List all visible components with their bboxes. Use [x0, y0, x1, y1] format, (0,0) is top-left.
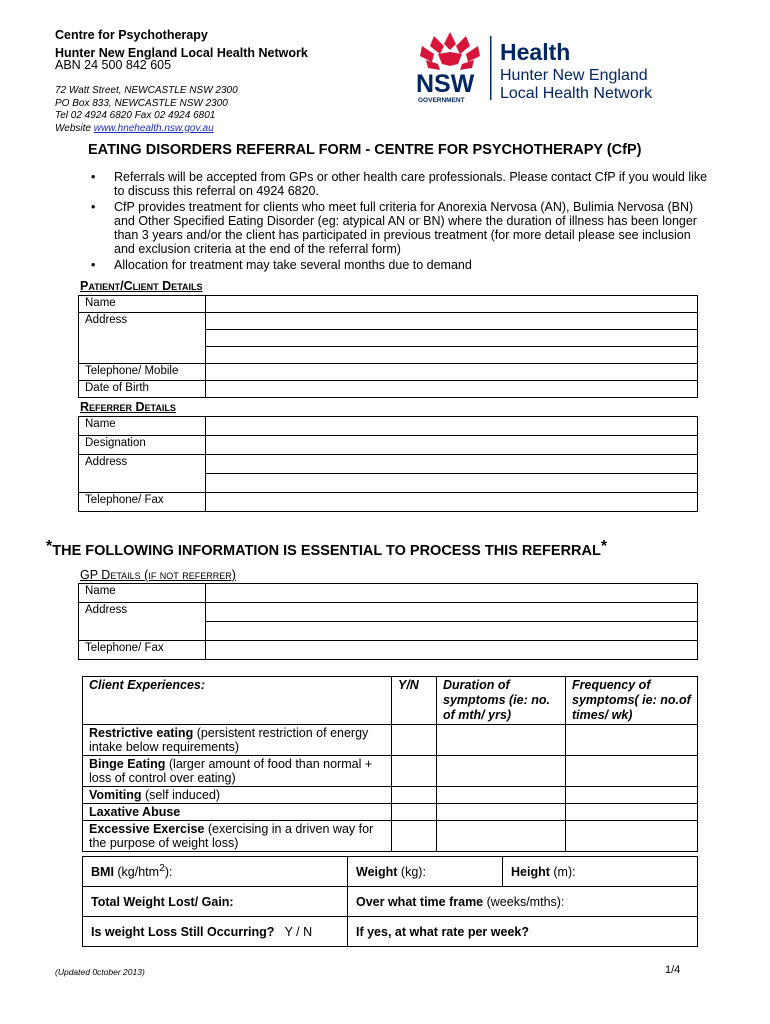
gp-address-field[interactable]: [206, 603, 698, 622]
intro-bullets: [88, 170, 708, 274]
form-title: EATING DISORDERS REFERRAL FORM - CENTRE FOR PSYCHOTHERAPY (CfP): [88, 142, 642, 158]
bullet-item: • Allocation for treatment may take several months due to demand: [88, 258, 708, 272]
organisation-name: [55, 26, 308, 62]
gp-name-label: Name: [79, 584, 206, 603]
logo-line-2: Hunter New England: [500, 67, 648, 84]
client-experiences-header: Client Experiences:: [83, 677, 392, 725]
duration-cell[interactable]: [437, 756, 566, 787]
gp-address-label: Address: [79, 603, 206, 641]
abn: ABN 24 500 842 605: [55, 58, 172, 72]
patient-address-field[interactable]: [206, 330, 698, 347]
referrer-name-label: Name: [79, 417, 206, 436]
patient-details-title: Patient/Client Details: [80, 279, 203, 293]
duration-cell[interactable]: [437, 787, 566, 804]
patient-details-table: [78, 295, 698, 398]
gp-telephone-label: Telephone/ Fax: [79, 641, 206, 660]
gp-details-title: GP Details (if not referrer): [80, 568, 236, 582]
website-line: [55, 123, 238, 136]
yn-cell[interactable]: [392, 756, 437, 787]
duration-cell[interactable]: [437, 804, 566, 821]
referrer-address-field[interactable]: [206, 474, 698, 493]
logo-health: Health: [500, 39, 571, 65]
client-experiences-table: [82, 676, 698, 852]
bullet-item: • Referrals will be accepted from GPs or other health care professionals. Please contact CfP if you would like to discuss this referral on 4924 6820.: [88, 170, 708, 198]
experience-row: [83, 787, 698, 804]
essential-text: THE FOLLOWING INFORMATION IS ESSENTIAL TO PROCESS THIS REFERRAL: [52, 543, 601, 559]
yn-cell[interactable]: [392, 725, 437, 756]
rate-per-week-field[interactable]: If yes, at what rate per week?: [348, 917, 698, 947]
essential-notice: [46, 538, 607, 559]
address-line-1: 72 Watt Street, NEWCASTLE NSW 2300: [55, 85, 238, 96]
gp-telephone-field[interactable]: [206, 641, 698, 660]
experience-row: [83, 756, 698, 787]
org-line-1: Centre for Psychotherapy: [55, 28, 208, 42]
gp-address-field[interactable]: [206, 622, 698, 641]
logo-nsw: NSW: [416, 70, 475, 98]
patient-dob-field[interactable]: [206, 381, 698, 398]
website-link[interactable]: www.hnehealth.nsw.gov.au: [93, 122, 214, 134]
bullet-item: • CfP provides treatment for clients who meet full criteria for Anorexia Nervosa (AN), Bulimia Nervosa (BN) and Other Specified Eating Disorder (eg: atypical AN or BN) where the duration of illness has been longer than 3 years and/or the client has participated in previous treatment (for more detail please see inclusion and exclusion criteria at the end of the referral form): [88, 200, 708, 256]
duration-cell[interactable]: [437, 725, 566, 756]
yn-header: Y/N: [392, 677, 437, 725]
yn-cell[interactable]: [392, 787, 437, 804]
referrer-address-field[interactable]: [206, 455, 698, 474]
patient-telephone-field[interactable]: [206, 364, 698, 381]
duration-cell[interactable]: [437, 821, 566, 852]
weight-field[interactable]: Weight (kg):: [348, 857, 503, 887]
logo-line-3: Local Health Network: [500, 85, 653, 102]
referrer-address-label: Address: [79, 455, 206, 493]
total-weight-field[interactable]: Total Weight Lost/ Gain:: [83, 887, 348, 917]
experience-row: [83, 804, 698, 821]
frequency-cell[interactable]: [566, 756, 698, 787]
height-field[interactable]: Height (m):: [503, 857, 698, 887]
experience-label: Restrictive eating (persistent restriction of energy intake below requirements): [83, 725, 392, 756]
referrer-telephone-label: Telephone/ Fax: [79, 493, 206, 512]
bmi-field[interactable]: BMI (kg/htm$^2$):: [83, 857, 348, 887]
asterisk: *: [46, 538, 53, 555]
referrer-name-field[interactable]: [206, 417, 698, 436]
address-line-2: PO Box 833, NEWCASTLE NSW 2300: [55, 97, 228, 109]
frequency-header: Frequency of symptoms( ie: no.of times/ wk): [566, 677, 698, 725]
referrer-designation-label: Designation: [79, 436, 206, 455]
referrer-details-title: Referrer Details: [80, 400, 176, 414]
address-block: [55, 85, 238, 135]
frequency-cell[interactable]: [566, 725, 698, 756]
patient-address-field[interactable]: [206, 313, 698, 330]
referrer-telephone-field[interactable]: [206, 493, 698, 512]
page-number: 1/4: [665, 964, 681, 976]
yn-cell[interactable]: [392, 804, 437, 821]
experience-row: [83, 821, 698, 852]
logo-government: GOVERNMENT: [418, 97, 465, 104]
weight-loss-occurring-field[interactable]: Is weight Loss Still Occurring? Y / N: [83, 917, 348, 947]
referrer-designation-field[interactable]: [206, 436, 698, 455]
frequency-cell[interactable]: [566, 804, 698, 821]
yn-cell[interactable]: [392, 821, 437, 852]
patient-dob-label: Date of Birth: [79, 381, 206, 398]
gp-name-field[interactable]: [206, 584, 698, 603]
gp-details-table: [78, 583, 698, 660]
experience-label: Laxative Abuse: [83, 804, 392, 821]
nsw-health-logo: [412, 30, 692, 108]
duration-header: Duration of symptoms (ie: no. of mth/ yrs): [437, 677, 566, 725]
frequency-cell[interactable]: [566, 787, 698, 804]
experience-label: Excessive Exercise (exercising in a driven way for the purpose of weight loss): [83, 821, 392, 852]
phone-fax: Tel 02 4924 6820 Fax 02 4924 6801: [55, 110, 216, 121]
website-prefix: Website: [55, 122, 94, 134]
patient-address-field[interactable]: [206, 347, 698, 364]
patient-name-field[interactable]: [206, 296, 698, 313]
asterisk: *: [600, 538, 608, 555]
experience-label: Vomiting (self induced): [83, 787, 392, 804]
org-line-2: Hunter New England Local Health Network: [55, 46, 308, 60]
referrer-details-table: [78, 416, 698, 512]
frequency-cell[interactable]: [566, 821, 698, 852]
waratah-icon: [412, 30, 692, 108]
experience-row: [83, 725, 698, 756]
patient-address-label: Address: [79, 313, 206, 364]
updated-note: (Updated 0ctober 2013): [55, 967, 145, 977]
patient-telephone-label: Telephone/ Mobile: [79, 364, 206, 381]
patient-name-label: Name: [79, 296, 206, 313]
timeframe-field[interactable]: Over what time frame (weeks/mths):: [348, 887, 698, 917]
weight-measures-table: [82, 856, 698, 947]
experience-label: Binge Eating (larger amount of food than normal + loss of control over eating): [83, 756, 392, 787]
